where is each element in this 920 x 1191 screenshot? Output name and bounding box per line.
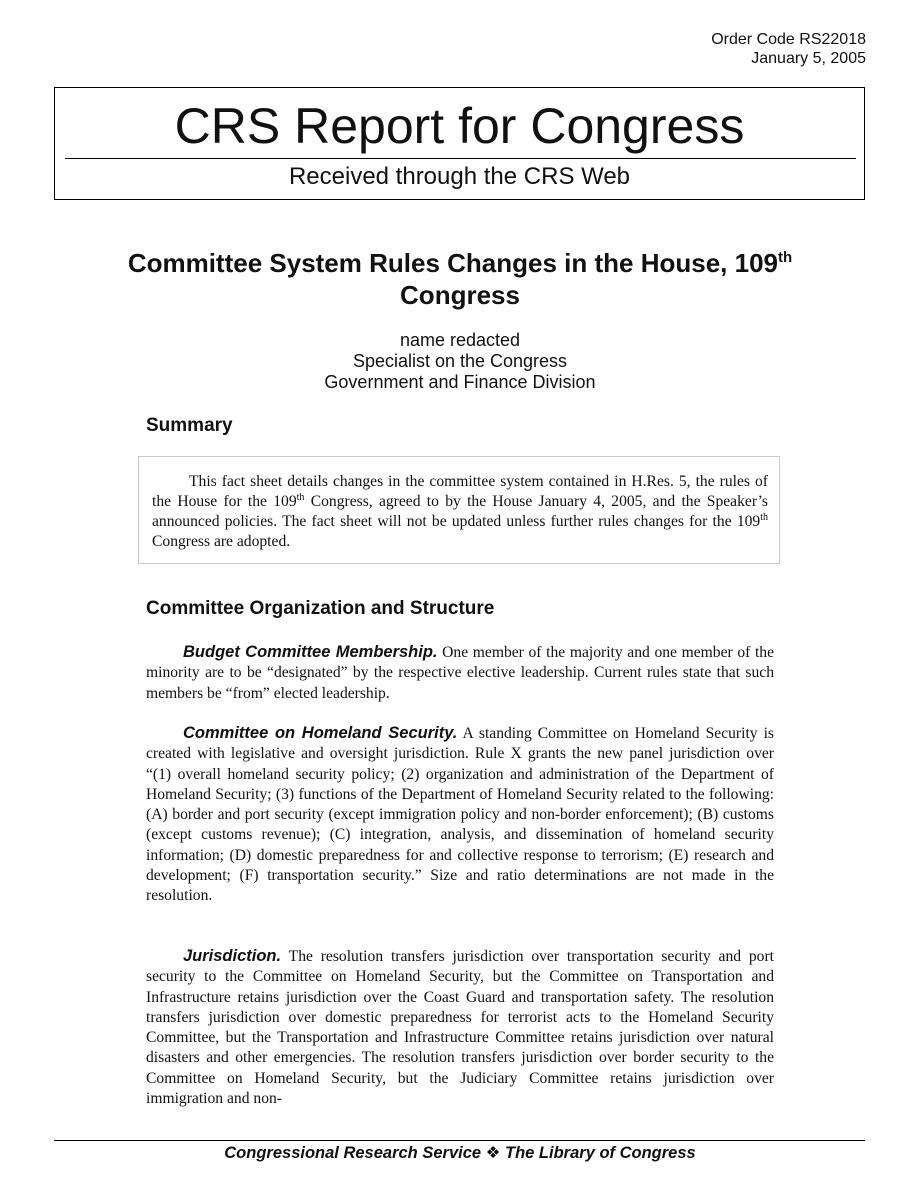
banner-subtitle: Received through the CRS Web — [288, 163, 631, 190]
report-title — [120, 247, 800, 311]
summary-heading: Summary — [146, 415, 233, 436]
paragraph-text-budget: One member of the majority and one member of the minority are to be “designated” by the respective elective leadership. Current rules state that such members be “from” elected leadership. — [146, 644, 775, 702]
report-date: January 5, 2005 — [751, 50, 866, 67]
summary-text-1: This fact sheet details changes in the committee system contained in H.Res. 5, the rules of the House for the 109 — [152, 473, 768, 510]
crs-banner — [54, 87, 865, 200]
summary-superscript-2: th — [760, 512, 768, 523]
report-title-part2: Congress — [400, 280, 520, 310]
footer-divider — [54, 1140, 865, 1141]
paragraph-budget-committee — [146, 642, 774, 704]
paragraph-lead-budget: Budget Committee Membership. — [183, 643, 438, 661]
organization-heading: Committee Organization and Structure — [146, 598, 495, 619]
author-title: Specialist on the Congress — [352, 351, 568, 371]
summary-text-2: Congress, agreed to by the House January 4, 2005, and the Speaker’s announced policies. The fact sheet will not be updated unless further rules changes for the 109 — [152, 493, 768, 530]
author-block — [0, 330, 920, 393]
author-name: name redacted — [399, 330, 521, 350]
order-code-block — [711, 30, 866, 68]
footer-text: Congressional Research Service ❖ The Library of Congress — [224, 1144, 696, 1162]
summary-text-3: Congress are adopted. — [152, 533, 291, 550]
banner-title: CRS Report for Congress — [174, 98, 745, 154]
paragraph-lead-homeland: Committee on Homeland Security. — [183, 724, 458, 742]
paragraph-jurisdiction — [146, 946, 774, 1109]
author-division: Government and Finance Division — [324, 372, 596, 392]
report-title-superscript: th — [778, 249, 793, 266]
summary-superscript-1: th — [296, 492, 305, 503]
order-code: Order Code RS22018 — [711, 31, 866, 48]
paragraph-lead-jurisdiction: Jurisdiction. — [183, 947, 282, 965]
summary-box — [138, 456, 780, 564]
summary-text — [152, 472, 768, 552]
paragraph-text-jurisdiction: The resolution transfers jurisdiction over transportation security and port security to the Committee on Homeland Security, but the Committee on Transportation and Infrastructure retains jurisdiction over the Coast Guard and transportation safety. The resolution transfers jurisdiction over domestic preparedness for terrorist acts to the Homeland Security Committee, but the Transportation and Infrastructure Committee retains jurisdiction over natural disasters and other emergencies. The resolution transfers jurisdiction over border security to the Committee on Homeland Security, but the Judiciary Committee retains jurisdiction over immigration and non- — [146, 948, 774, 1108]
paragraph-homeland-security — [146, 723, 774, 907]
paragraph-text-homeland: A standing Committee on Homeland Security is created with legislative and oversight jurisdiction. Rule X grants the new panel jurisdiction over “(1) overall homeland security policy; (2) organization and administration of the Department of Homeland Security; (3) functions of the Department of Homeland Security related to the following: (A) border and port security (except immigration policy and non-border enforcement); (B) customs (except customs revenue); (C) integration, analysis, and dissemination of homeland security information; (D) domestic preparedness for and collective response to terrorism; (E) research and development; (F) transportation security.” Size and ratio determinations are not made in the resolution. — [146, 725, 774, 905]
report-title-part1: Committee System Rules Changes in the House, 109 — [127, 248, 779, 278]
banner-divider — [65, 158, 856, 159]
